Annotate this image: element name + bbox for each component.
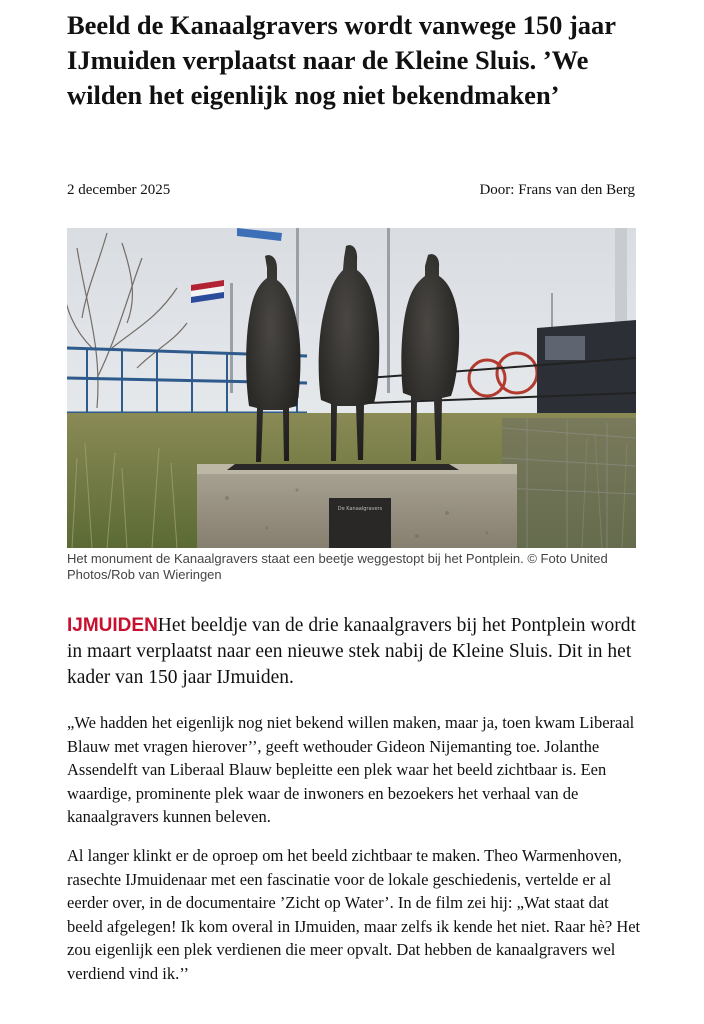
- body-paragraph-2: Al langer klinkt er de oproep om het beeld zichtbaar te maken. Theo Warmenhoven, rasechte IJmuidenaar met een fascinatie voor de lokale geschiedenis, vertelde er al eerder over, in de documentaire ’Zicht op Water’. In de film zei hij: „Wat staat dat beeld afgelegen! Ik kom overal in IJmuiden, maar zelfs ik kende het niet. Raar hè? Het zou eigenlijk een plek verdienen die meer opvalt. Dat hebben de kanaalgravers wel verdiend vind ik.’’: [67, 846, 641, 983]
- photo-caption: Het monument de Kanaalgravers staat een beetje weggestopt bij het Pontplein. © Foto United Photos/Rob van Wieringen: [67, 551, 608, 582]
- lead-text: Het beeldje van de drie kanaalgravers bij het Pontplein wordt in maart verplaatst naar een nieuwe stek nabij de Kleine Sluis. Dit in het kader van 150 jaar IJmuiden.: [67, 615, 636, 688]
- publish-date: 2 december 2025: [67, 182, 171, 198]
- plaque-text: De Kanaalgravers: [337, 506, 383, 512]
- article-meta: [67, 182, 635, 199]
- author-byline: Door: Frans van den Berg: [479, 182, 635, 198]
- dateline: IJMUIDEN: [67, 615, 158, 636]
- article-photo[interactable]: [67, 228, 636, 548]
- body-paragraph-1: „We hadden het eigenlijk nog niet bekend willen maken, maar ja, toen kwam Liberaal Blauw met vragen hierover’’, geeft wethouder Gideon Nijemanting toe. Jolanthe Assendelft van Liberaal Blauw bepleitte een plek waar het beeld zichtbaar is. Een waardige, prominente plek waar de inwoners en bezoekers het verhaal van de kanaalgravers kunnen beleven.: [67, 713, 635, 826]
- article-title: Beeld de Kanaalgravers wordt vanwege 150 jaar IJmuiden verplaatst naar de Kleine Sluis. ’We wilden het eigenlijk nog niet bekendmaken’: [67, 10, 616, 110]
- article-lead: [67, 613, 642, 691]
- stone-pedestal: [197, 464, 517, 548]
